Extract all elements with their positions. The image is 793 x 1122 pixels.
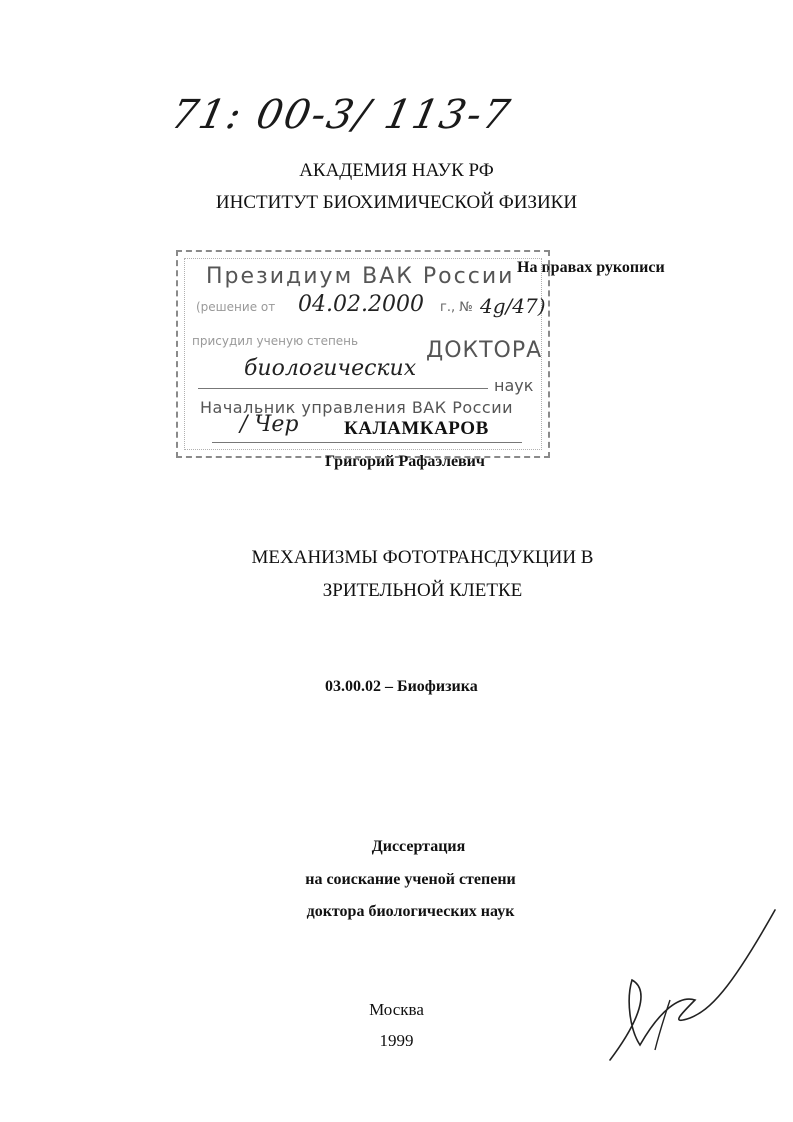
stamp-decision-date: 04.02.2000 [298,292,424,317]
stamp-degree: ДОКТОРА [426,338,543,363]
title-line-1: МЕХАНИЗМЫ ФОТОТРАНСДУКЦИИ В [251,547,594,568]
stamp-field-suffix: наук [494,376,534,395]
stamp-awarded-label: присудил ученую степень [192,334,359,348]
institute-heading: ИНСТИТУТ БИОХИМИЧЕСКОЙ ФИЗИКИ [215,192,578,213]
author-surname: КАЛАМКАРОВ [344,418,489,439]
title-line-2: ЗРИТЕЛЬНОЙ КЛЕТКЕ [322,580,523,601]
stamp-chief-title: Начальник управления ВАК России [200,398,514,417]
stamp-title: Президиум ВАК России [206,264,515,289]
author-signature [600,900,780,1070]
city: Москва [369,1000,424,1019]
stamp-field-handwritten: биологических [244,356,417,381]
stamp-decision-label: (решение от [196,300,276,314]
specialty-code: 03.00.02 – Биофизика [325,678,478,695]
author-name: Григорий Рафаэлевич [325,453,485,470]
thesis-degree: доктора биологических наук [306,903,515,920]
thesis-purpose: на соискание ученой степени [305,871,516,888]
manuscript-rights-note: На правах рукописи [517,259,665,276]
academy-heading: АКАДЕМИЯ НАУК РФ [299,160,494,181]
stamp-number-label: г., № [440,300,473,315]
handwritten-archive-code: 71: 00-3/ 113-7 [167,92,516,138]
year: 1999 [379,1031,414,1050]
stamp-number: 4g/47) [480,294,546,318]
thesis-type: Диссертация [371,838,466,855]
stamp-signature-line [212,442,522,443]
stamp-chief-signature: / Чер [240,412,299,437]
stamp-field-line [198,388,488,389]
